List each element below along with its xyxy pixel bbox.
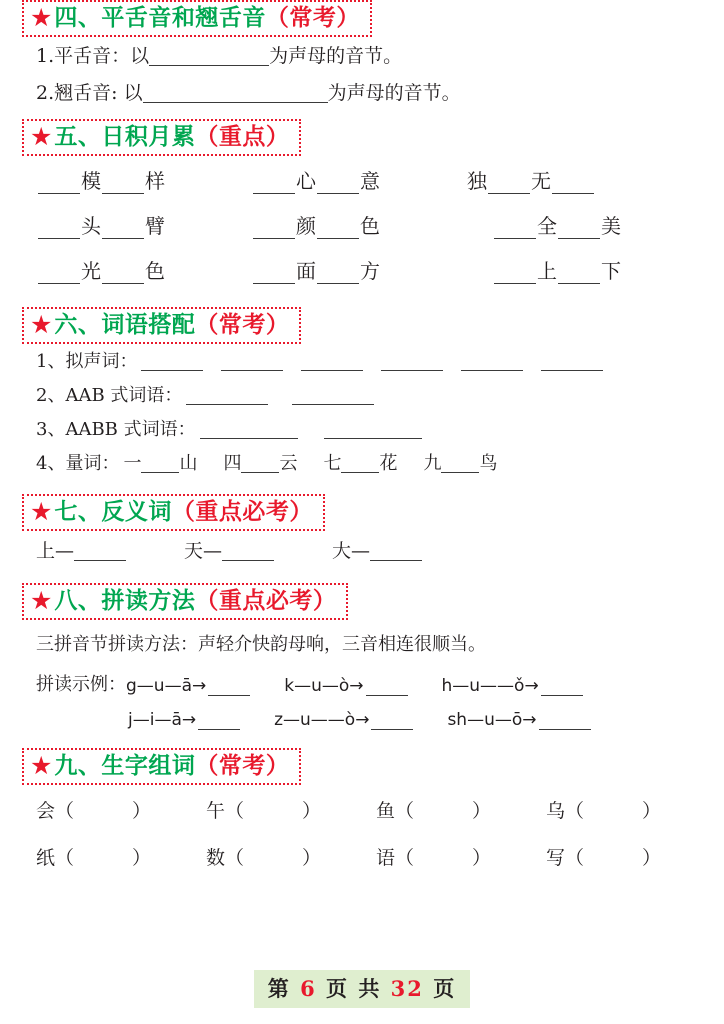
section-four-body	[22, 37, 702, 111]
measure-noun: 山	[179, 453, 198, 475]
measure-number: 四	[223, 453, 242, 475]
page-number-badge	[254, 970, 470, 1008]
section-six-heading	[22, 307, 301, 344]
section-nine-tag: （常考）	[195, 751, 290, 779]
pinyin-text: sh—u—ō→	[447, 709, 537, 730]
footer-prefix: 第	[267, 976, 291, 1001]
pinyin-example	[284, 676, 407, 696]
pinyin-text: g—u—ā→	[126, 675, 207, 696]
star-icon: ★	[30, 3, 53, 32]
fill-blank[interactable]	[186, 387, 268, 405]
fill-blank[interactable]	[317, 174, 359, 194]
section-nine-grid	[22, 785, 702, 879]
close-paren: ）	[472, 846, 492, 869]
idiom-cell	[251, 201, 466, 246]
pinyin-text: z—u——ò→	[274, 709, 370, 730]
open-paren: （	[395, 846, 415, 869]
measure-word-pair	[123, 455, 197, 473]
idiom-char: 光	[81, 259, 101, 284]
measure-word-pair	[423, 455, 497, 473]
fill-blank[interactable]	[74, 541, 126, 560]
star-icon: ★	[30, 750, 53, 780]
idiom-char: 上	[537, 259, 557, 284]
measure-word-pair	[323, 455, 397, 473]
fill-blank[interactable]	[552, 174, 594, 194]
char: 鱼	[376, 799, 396, 822]
pinyin-example	[442, 676, 583, 696]
open-paren: （	[55, 799, 75, 822]
idiom-char: 头	[81, 214, 101, 239]
idiom-char: 美	[601, 214, 621, 239]
idiom-char: 颜	[296, 214, 316, 239]
idiom-cell	[466, 156, 702, 201]
item-label: 3、AABB 式词语：	[36, 419, 196, 441]
idiom-cell	[36, 246, 251, 291]
idiom-cell	[36, 156, 251, 201]
section-seven-tag: （重点必考）	[171, 498, 313, 526]
idiom-char: 色	[360, 214, 380, 239]
word-build-cell	[36, 832, 206, 879]
fill-blank[interactable]	[102, 174, 144, 194]
section-six-item-4	[36, 446, 702, 480]
char: 写	[546, 846, 566, 869]
section-eight-tag: （重点必考）	[195, 586, 337, 614]
idiom-cell	[466, 246, 702, 291]
fill-blank[interactable]	[381, 353, 443, 371]
idiom-cell	[251, 156, 466, 201]
section-four-tag: （常考）	[265, 4, 360, 31]
fill-blank[interactable]	[241, 455, 279, 473]
fill-blank[interactable]	[208, 677, 250, 695]
close-paren: ）	[302, 846, 322, 869]
footer-mid-b: 共	[358, 976, 382, 1001]
section-six	[22, 307, 702, 480]
section-five-title: 五、日积月累	[54, 123, 196, 151]
fill-blank[interactable]	[541, 353, 603, 371]
idiom-char: 色	[145, 259, 165, 284]
fill-blank[interactable]	[253, 174, 295, 194]
item-label: 4、量词：	[36, 453, 120, 475]
star-icon: ★	[30, 585, 53, 615]
item-prefix: 2.翘舌音: 以	[36, 82, 143, 105]
item-label: 1、拟声词：	[36, 351, 138, 373]
page-footer	[0, 970, 724, 1008]
section-five-grid	[22, 156, 702, 291]
word-build-cell	[546, 785, 702, 832]
fill-blank[interactable]	[102, 219, 144, 239]
open-paren: （	[55, 846, 75, 869]
section-six-body	[22, 344, 702, 480]
star-icon: ★	[30, 122, 53, 152]
antonym-word: 大—	[332, 539, 371, 562]
fill-blank[interactable]	[141, 455, 179, 473]
measure-word-pair	[223, 455, 297, 473]
antonym-word: 天—	[184, 539, 223, 562]
char: 会	[36, 799, 56, 822]
section-four-item-1	[36, 37, 702, 74]
pinyin-example	[447, 710, 590, 730]
fill-blank[interactable]	[141, 353, 203, 371]
fill-blank[interactable]	[198, 711, 240, 729]
idiom-char: 无	[531, 169, 551, 194]
fill-blank[interactable]	[200, 421, 298, 439]
close-paren: ）	[642, 846, 662, 869]
idiom-cell	[466, 201, 702, 246]
idiom-char: 下	[601, 259, 621, 284]
idiom-char: 全	[537, 214, 557, 239]
fill-blank[interactable]	[371, 711, 413, 729]
pinyin-example	[274, 710, 413, 730]
fill-blank[interactable]	[341, 455, 379, 473]
pinyin-text: j—i—ā→	[128, 709, 197, 730]
total-page-number: 32	[390, 976, 424, 1001]
fill-blank[interactable]	[558, 264, 600, 284]
section-four	[22, 0, 702, 111]
pinyin-example	[126, 676, 250, 696]
char: 语	[376, 846, 396, 869]
fill-blank[interactable]	[149, 47, 269, 66]
fill-blank[interactable]	[292, 387, 374, 405]
section-four-heading	[22, 0, 372, 37]
open-paren: （	[565, 846, 585, 869]
section-nine-heading	[22, 748, 301, 785]
fill-blank[interactable]	[494, 264, 536, 284]
pinyin-example-row-2	[36, 702, 702, 736]
char: 乌	[546, 799, 566, 822]
open-paren: （	[395, 799, 415, 822]
fill-blank[interactable]	[441, 455, 479, 473]
section-seven-heading	[22, 494, 325, 531]
word-build-cell	[546, 832, 702, 879]
fill-blank[interactable]	[143, 84, 328, 103]
section-four-title: 四、平舌音和翘舌音	[54, 4, 266, 31]
section-five-heading	[22, 119, 301, 156]
section-six-item-3	[36, 412, 702, 446]
word-build-cell	[376, 832, 546, 879]
section-seven-body	[22, 531, 702, 568]
footer-mid-a: 页	[326, 976, 350, 1001]
section-eight	[22, 583, 702, 736]
fill-blank[interactable]	[541, 677, 583, 695]
fill-blank[interactable]	[38, 174, 80, 194]
star-icon: ★	[30, 310, 53, 340]
antonym-pair	[332, 541, 422, 560]
measure-noun: 鸟	[479, 453, 498, 475]
item-suffix: 为声母的音节。	[269, 45, 403, 68]
fill-blank[interactable]	[324, 421, 422, 439]
fill-blank[interactable]	[102, 264, 144, 284]
fill-blank[interactable]	[370, 541, 422, 560]
pinyin-method-description: 三拼音节拼读方法：声轻介快韵母响，三音相连很顺当。	[36, 633, 486, 655]
idiom-cell	[251, 246, 466, 291]
pinyin-text: k—u—ò→	[284, 675, 364, 696]
word-build-cell	[206, 785, 376, 832]
antonym-pair	[184, 541, 274, 560]
char: 数	[206, 846, 226, 869]
antonym-word: 上—	[36, 539, 75, 562]
fill-blank[interactable]	[317, 264, 359, 284]
measure-number: 九	[423, 453, 442, 475]
measure-noun: 云	[279, 453, 298, 475]
section-five-tag: （重点）	[195, 123, 290, 151]
word-build-cell	[376, 785, 546, 832]
idiom-char: 意	[360, 169, 380, 194]
section-six-item-1	[36, 344, 702, 378]
open-paren: （	[225, 846, 245, 869]
star-icon: ★	[30, 497, 53, 527]
char: 午	[206, 799, 226, 822]
idiom-char: 独	[467, 169, 487, 194]
fill-blank[interactable]	[317, 219, 359, 239]
idiom-char: 面	[296, 259, 316, 284]
section-six-item-2	[36, 378, 702, 412]
section-eight-body	[22, 620, 702, 736]
section-seven-title: 七、反义词	[54, 498, 172, 526]
measure-number: 一	[123, 453, 142, 475]
idiom-char: 方	[360, 259, 380, 284]
word-build-cell	[36, 785, 206, 832]
idiom-char: 臂	[145, 214, 165, 239]
section-nine-title: 九、生字组词	[54, 751, 196, 779]
fill-blank[interactable]	[539, 711, 591, 729]
fill-blank[interactable]	[253, 264, 295, 284]
fill-blank[interactable]	[301, 353, 363, 371]
section-five	[22, 119, 702, 291]
antonym-row	[36, 531, 702, 568]
open-paren: （	[565, 799, 585, 822]
pinyin-example	[128, 710, 240, 730]
antonym-pair	[36, 541, 126, 560]
open-paren: （	[225, 799, 245, 822]
item-suffix: 为声母的音节。	[327, 82, 461, 105]
section-eight-heading	[22, 583, 348, 620]
pinyin-text: h—u——ǒ→	[441, 675, 539, 696]
fill-blank[interactable]	[488, 174, 530, 194]
fill-blank[interactable]	[461, 353, 523, 371]
idiom-char: 样	[145, 169, 165, 194]
close-paren: ）	[302, 799, 322, 822]
fill-blank[interactable]	[38, 264, 80, 284]
section-six-title: 六、词语搭配	[54, 311, 196, 339]
pinyin-example-row-1	[36, 662, 702, 702]
idiom-char: 心	[296, 169, 316, 194]
section-nine	[22, 748, 702, 879]
idiom-char: 模	[81, 169, 101, 194]
footer-suffix: 页	[433, 976, 457, 1001]
fill-blank[interactable]	[253, 219, 295, 239]
section-seven	[22, 494, 702, 568]
measure-noun: 花	[379, 453, 398, 475]
section-eight-title: 八、拼读方法	[54, 586, 196, 614]
measure-number: 七	[323, 453, 342, 475]
fill-blank[interactable]	[558, 219, 600, 239]
close-paren: ）	[642, 799, 662, 822]
idiom-cell	[36, 201, 251, 246]
item-prefix: 1.平舌音：以	[36, 45, 150, 68]
close-paren: ）	[132, 799, 152, 822]
close-paren: ）	[132, 846, 152, 869]
section-six-tag: （常考）	[195, 311, 290, 339]
section-four-item-2	[36, 74, 702, 111]
close-paren: ）	[472, 799, 492, 822]
word-build-cell	[206, 832, 376, 879]
fill-blank[interactable]	[221, 353, 283, 371]
example-label: 拼读示例：	[36, 673, 126, 695]
fill-blank[interactable]	[366, 677, 408, 695]
fill-blank[interactable]	[494, 219, 536, 239]
fill-blank[interactable]	[38, 219, 80, 239]
current-page-number: 6	[300, 976, 317, 1001]
fill-blank[interactable]	[222, 541, 274, 560]
item-label: 2、AAB 式词语：	[36, 385, 183, 407]
char: 纸	[36, 846, 56, 869]
